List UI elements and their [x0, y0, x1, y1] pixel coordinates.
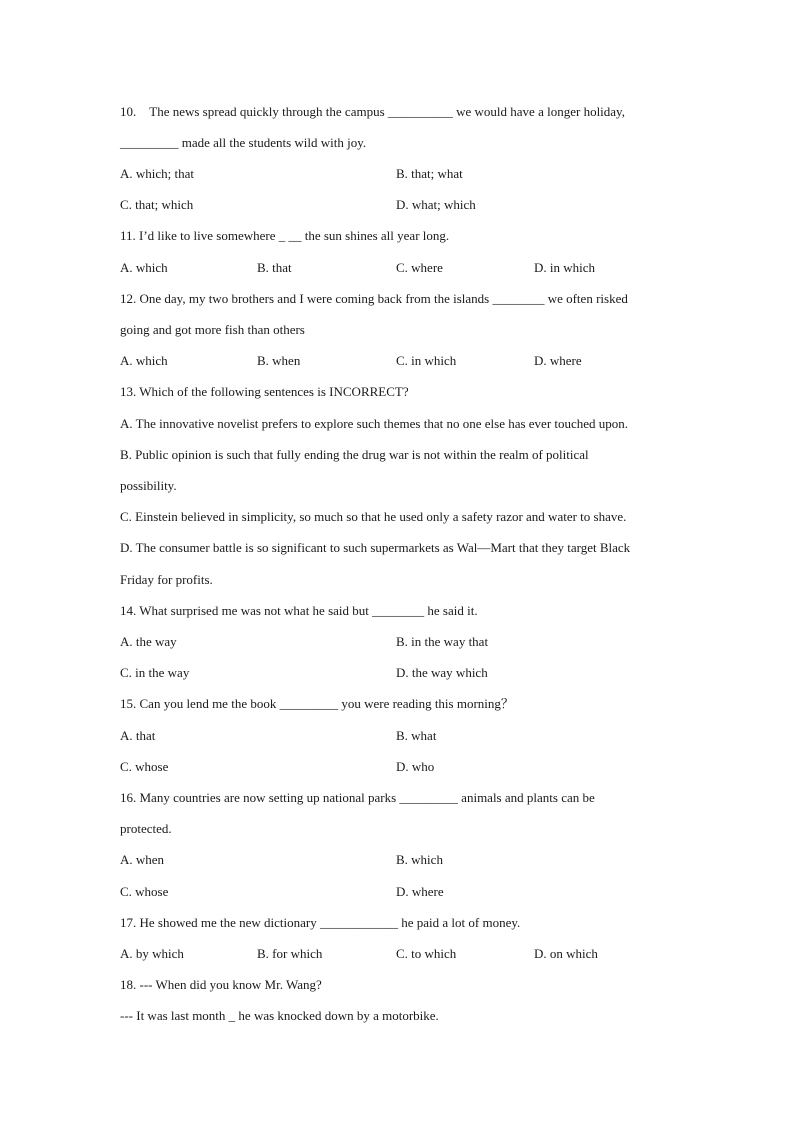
- question-10-option-d: D. what; which: [396, 197, 476, 212]
- question-12-option-a: A. which: [120, 353, 168, 368]
- question-15-option-c: C. whose: [120, 759, 169, 774]
- question-13-option-d-continued: Friday for profits.: [120, 572, 213, 587]
- question-10-option-b: B. that; what: [396, 166, 463, 181]
- question-18-line-2: --- It was last month _ he was knocked down by a motorbike.: [120, 1008, 439, 1023]
- question-14-line-1: 14. What surprised me was not what he said but ________ he said it.: [120, 603, 478, 618]
- question-16-line-1: 16. Many countries are now setting up national parks _________ animals and plants can be: [120, 790, 595, 805]
- question-18-line-1: 18. --- When did you know Mr. Wang?: [120, 977, 322, 992]
- question-16-option-a: A. when: [120, 852, 165, 867]
- question-12-option-d: D. where: [534, 353, 582, 368]
- question-10-line-1: 10. The news spread quickly through the campus __________ we would have a longer holiday,: [120, 104, 625, 119]
- question-11-option-c: C. where: [396, 260, 443, 275]
- question-11-line-1: 11. I’d like to live somewhere _ __ the sun shines all year long.: [120, 228, 450, 243]
- question-13-option-a: A. The innovative novelist prefers to explore such themes that no one else has ever touched upon.: [120, 416, 629, 431]
- question-14-option-d: D. the way which: [396, 665, 488, 680]
- question-13-option-d: D. The consumer battle is so significant to such supermarkets as Wal—Mart that they target Black: [120, 540, 631, 555]
- question-16-option-b: B. which: [396, 852, 443, 867]
- question-15-option-b: B. what: [396, 728, 437, 743]
- question-10-option-a: A. which; that: [120, 166, 195, 181]
- question-15-option-d: D. who: [396, 759, 435, 774]
- question-12-line-2: going and got more fish than others: [120, 322, 305, 337]
- question-16-option-d: D. where: [396, 884, 444, 899]
- question-14-option-b: B. in the way that: [396, 634, 489, 649]
- question-10-line-2: _________ made all the students wild with joy.: [120, 135, 367, 150]
- question-11-option-d: D. in which: [534, 260, 596, 275]
- question-17-line-1: 17. He showed me the new dictionary ____________ he paid a lot of money.: [120, 915, 521, 930]
- question-16-line-2: protected.: [120, 821, 172, 836]
- question-15-line-1: 15. Can you lend me the book _________ you were reading this morning？: [120, 696, 514, 711]
- question-17-option-b: B. for which: [257, 946, 323, 961]
- question-17-option-c: C. to which: [396, 946, 457, 961]
- question-11-option-a: A. which: [120, 260, 168, 275]
- question-13-line-1: 13. Which of the following sentences is INCORRECT?: [120, 384, 409, 399]
- question-17-option-d: D. on which: [534, 946, 598, 961]
- question-15-option-a: A. that: [120, 728, 156, 743]
- question-13-option-b-continued: possibility.: [120, 478, 177, 493]
- question-11-option-b: B. that: [257, 260, 292, 275]
- question-17-option-a: A. by which: [120, 946, 184, 961]
- question-14-option-c: C. in the way: [120, 665, 190, 680]
- question-13-option-c: C. Einstein believed in simplicity, so much so that he used only a safety razor and water to shave.: [120, 509, 627, 524]
- question-12-option-c: C. in which: [396, 353, 457, 368]
- question-10-option-c: C. that; which: [120, 197, 194, 212]
- question-13-option-b: B. Public opinion is such that fully ending the drug war is not within the realm of political: [120, 447, 589, 462]
- question-16-option-c: C. whose: [120, 884, 169, 899]
- question-12-line-1: 12. One day, my two brothers and I were coming back from the islands ________ we often risked: [120, 291, 628, 306]
- question-12-option-b: B. when: [257, 353, 301, 368]
- question-14-option-a: A. the way: [120, 634, 177, 649]
